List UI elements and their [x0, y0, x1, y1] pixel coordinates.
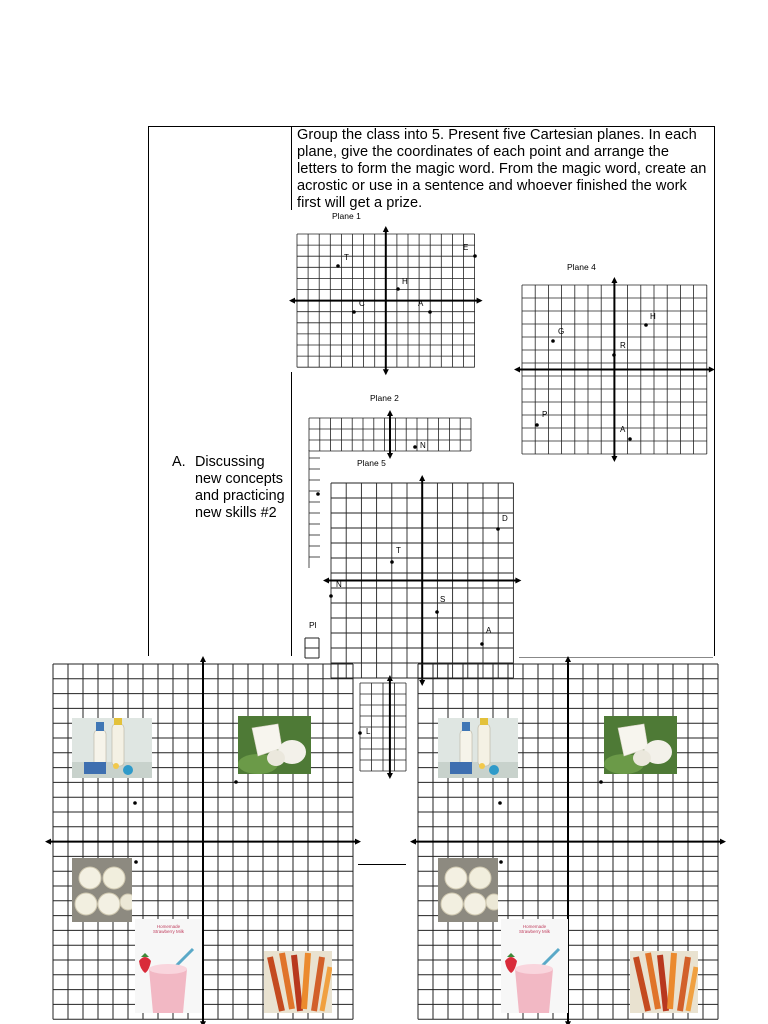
plane-4-dot-p [535, 423, 539, 427]
plane-4-grid-y-arrow-top [611, 277, 617, 283]
plane-4-point-h: H [650, 312, 656, 321]
worksheet-left-dot-1 [133, 801, 137, 805]
plane-1-grid-y-arrow-top [383, 226, 389, 232]
lesson-instructions: Group the class into 5. Present five Cartesian planes. In each plane, give the coordinates of each point and arrange the letters to form the magic word. From the magic word, create an acrostic or use in a sentence and whoever finished the work first will get a prize. [297, 127, 707, 211]
strawberry-milkshake-photo [135, 919, 202, 1013]
plane-3-title: Pl [309, 620, 317, 630]
plane-1-point-h: H [402, 277, 408, 286]
worksheet-left-dot-2 [234, 780, 238, 784]
plane-2-side-dot [316, 492, 320, 496]
activity-number: A. [172, 454, 186, 470]
plane-5-grid-x-arrow-left [323, 578, 329, 584]
milkshake-caption-line1-copy: Homemade [522, 924, 547, 929]
plane-1-title: Plane 1 [332, 211, 361, 221]
white-cheese-photo [238, 716, 311, 774]
plane-3-point-l: L [366, 727, 371, 736]
plane-4-point-r: R [620, 341, 626, 350]
plane-1-point-c: C [359, 299, 365, 308]
plane-4-point-p: P [542, 410, 548, 419]
worksheet-right-grid-x-arrow-right [720, 839, 726, 845]
plane-1-dot-t [336, 264, 340, 268]
plane-2-title: Plane 2 [370, 393, 399, 403]
plane-5-point-s: S [440, 595, 446, 604]
plane-4-grid-x-arrow-left [514, 367, 520, 373]
plane-2-grid-y-arrow-bottom [387, 453, 393, 459]
activity-text: Discussing new concepts and practicing new skills #2 [195, 454, 285, 521]
plane-1-dot-c [352, 310, 356, 314]
worksheet-right-grid-y-arrow-top [565, 656, 571, 662]
worksheet-right-dot-3 [499, 860, 503, 864]
plane-3-dot-l [358, 731, 362, 735]
plane-4-point-g: G [558, 327, 565, 336]
plane-3-lower-grid-y-arrow-bottom [387, 773, 393, 779]
carrot-sticks-photo [264, 951, 332, 1013]
plane-5-dot-s [435, 610, 439, 614]
plane-1-grid-x-arrow-right [477, 298, 483, 304]
plane-4-dot-r [612, 353, 616, 357]
worksheet-right-dot-2 [599, 780, 603, 784]
worksheet-left-grid-y-arrow-top [200, 656, 206, 662]
worksheet-right-dot-1 [498, 801, 502, 805]
milkshake-caption-line1: Homemade [156, 924, 181, 929]
plane-5-grid-y-arrow-top [419, 475, 425, 481]
plane-1-grid-y-arrow-bottom [383, 369, 389, 375]
plane-4-dot-g [551, 339, 555, 343]
plane-5-title: Plane 5 [357, 458, 386, 468]
plane-5-point-a: A [486, 626, 492, 635]
milk-bottles-photo [72, 718, 152, 778]
plane-1-point-t: T [344, 253, 349, 262]
strawberry-milkshake-photo-copy [501, 919, 568, 1013]
plane-4-point-a: A [620, 425, 626, 434]
plane-1-dot-h [396, 287, 400, 291]
worksheet-right-grid-x-arrow-left [410, 839, 416, 845]
plane-2-dot-n [413, 445, 417, 449]
worksheet-left-dot-3 [134, 860, 138, 864]
plane-1-point-e: E [463, 243, 469, 252]
plane-4-grid-y-arrow-bottom [611, 456, 617, 462]
plane-1-dot-a [428, 310, 432, 314]
worksheet-left-grid-x-arrow-right [355, 839, 361, 845]
rice-cakes-photo-copy [438, 858, 498, 922]
plane-1-grid-x-arrow-left [289, 298, 295, 304]
plane-2-grid-y-arrow-top [387, 410, 393, 416]
milkshake-caption-line2: Strawberry Milk [152, 929, 184, 934]
white-cheese-photo-copy [604, 716, 677, 774]
plane-5-grid-y-arrow-bottom [419, 680, 425, 686]
plane-2-point-n: N [420, 441, 426, 450]
milk-bottles-photo-copy [438, 718, 518, 778]
worksheet-left-grid-x-arrow-left [45, 839, 51, 845]
plane-5-point-t: T [396, 546, 401, 555]
plane-5-point-d: D [502, 514, 508, 523]
plane-3-grid [305, 638, 319, 658]
plane-5-grid-x-arrow-right [515, 578, 521, 584]
plane-5-dot-t [390, 560, 394, 564]
rice-cakes-photo [72, 858, 132, 922]
plane-5-dot-n [329, 594, 333, 598]
plane-4-dot-h [644, 323, 648, 327]
plane-4-title: Plane 4 [567, 262, 596, 272]
plane-4-grid-x-arrow-right [709, 367, 715, 373]
plane-5-dot-a [480, 642, 484, 646]
plane-5-point-n: N [336, 580, 342, 589]
plane-5-dot-d [496, 527, 500, 531]
milkshake-caption-line2-copy: Strawberry Milk [518, 929, 550, 934]
plane-1-point-a: A [418, 299, 424, 308]
plane-1-dot-e [473, 254, 477, 258]
carrot-sticks-photo-copy [630, 951, 698, 1013]
plane-4-dot-a [628, 437, 632, 441]
